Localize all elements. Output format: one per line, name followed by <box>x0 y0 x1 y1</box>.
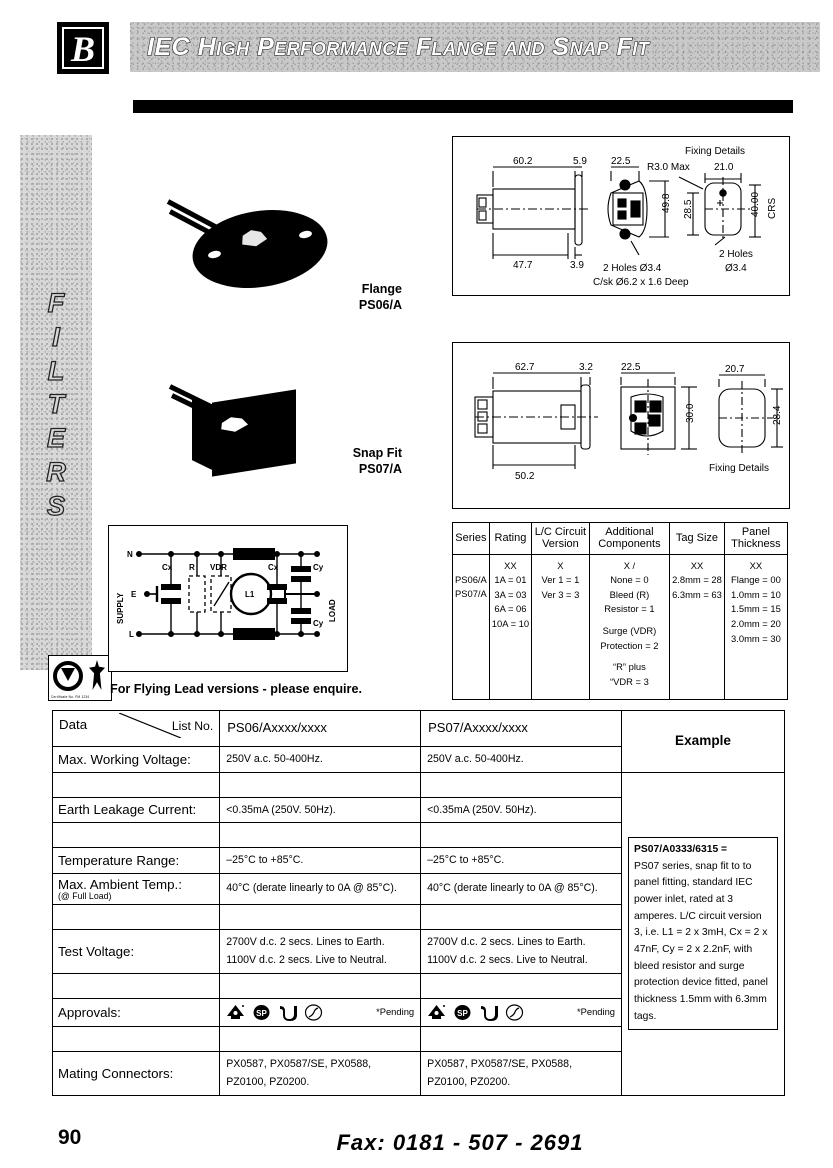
sidebar-letter: T <box>47 389 65 420</box>
product-code-line1: PS06/A <box>358 297 402 312</box>
spec-ps07-working-voltage: 250V a.c. 50-400Hz. <box>421 747 622 773</box>
mating-line1: PX0587, PX0587/SE, PX0588, <box>427 1057 573 1070</box>
svg-text:2 Holes: 2 Holes <box>719 249 753 260</box>
spec-label-test-voltage: Test Voltage: <box>53 929 220 973</box>
pn-code: XX <box>504 559 517 571</box>
svg-text:60.2: 60.2 <box>513 156 533 167</box>
section-logo <box>57 22 109 74</box>
spec-ps07-test-voltage <box>421 929 622 973</box>
test-voltage-line1: 2700V d.c. 2 secs. Lines to Earth. <box>427 935 586 948</box>
pn-value: 1A = 01 <box>494 574 527 586</box>
spec-ps06-earth-leakage: <0.35mA (250V. 50Hz). <box>220 797 421 823</box>
product-code-line2: PS07/A <box>358 461 402 476</box>
spec-ps07-temperature-range: –25°C to +85°C. <box>421 848 622 874</box>
spec-label-earth-leakage: Earth Leakage Current: <box>53 797 220 823</box>
pn-header-lc-circuit: L/C Circuit Version <box>532 523 590 555</box>
spec-label-working-voltage: Max. Working Voltage: <box>53 747 220 773</box>
example-header: Example <box>622 711 785 773</box>
pn-cell-additional-components <box>589 554 669 699</box>
cert-caption: Certificate No. FM 1234 <box>51 695 90 699</box>
spec-ps07-approvals <box>421 998 622 1026</box>
spacer-cell <box>220 772 421 797</box>
spec-ps06-working-voltage: 250V a.c. 50-400Hz. <box>220 747 421 773</box>
svg-text:Fixing Details: Fixing Details <box>685 146 746 157</box>
example-description: PS07 series, snap fit to to panel fitting, standard IEC power inlet, rated at 3 amperes. L/C circuit version 3, i.e. L1 = 2 x 3mH, Cx = 2 x 47nF, Cy = 2 x 2.2nF, with bleed resistor and surge protection device fitted, panel thickness 1.5mm with 6.3mm tags. <box>634 860 768 1022</box>
spec-header-ps07: PS07/Axxxx/xxxx <box>421 711 622 747</box>
csa-mark-icon <box>252 1004 271 1021</box>
spacer-cell <box>421 823 622 848</box>
pending-note: *Pending <box>576 1005 616 1017</box>
pn-value: 6A = 06 <box>494 603 527 615</box>
pn-value: 6.3mm = 63 <box>672 588 722 600</box>
spacer-cell <box>53 1026 220 1051</box>
pn-value: Bleed (R) <box>609 588 650 600</box>
svg-text:SP: SP <box>256 1008 268 1018</box>
pn-cell-lc-circuit <box>532 554 590 699</box>
test-voltage-line2: 1100V d.c. 2 secs. Live to Neutral. <box>226 954 387 967</box>
page-title: IEC High Performance Flange and Snap Fit <box>147 33 650 61</box>
queens-award-icon <box>89 660 105 690</box>
spec-header-corner <box>53 711 220 747</box>
mating-line2: PZ0100, PZ0200. <box>226 1076 310 1089</box>
svg-text:C/sk Ø6.2 x 1.6 Deep: C/sk Ø6.2 x 1.6 Deep <box>593 277 689 288</box>
pn-value: Surge (VDR) <box>602 624 657 636</box>
pn-value: 3A = 03 <box>494 588 527 600</box>
spec-ps06-approvals <box>220 998 421 1026</box>
spacer-cell <box>53 904 220 929</box>
spacer-cell <box>53 823 220 848</box>
spec-ps06-mating-connectors <box>220 1051 421 1095</box>
pn-header-panel-thickness: Panel Thickness <box>724 523 787 555</box>
pn-cell-tag-size <box>670 554 725 699</box>
pn-value: Protection = 2 <box>600 639 659 651</box>
pn-value: Ver 3 = 3 <box>541 588 580 600</box>
svg-text:Cx: Cx <box>162 563 173 572</box>
bsi-triangle-icon <box>61 668 75 681</box>
spec-label-max-ambient <box>53 873 220 904</box>
test-voltage-line1: 2700V d.c. 2 secs. Lines to Earth. <box>226 935 385 948</box>
pn-value: 1.0mm = 10 <box>731 588 781 600</box>
product-name-line2: Snap Fit <box>352 446 402 460</box>
svg-text:3.2: 3.2 <box>579 362 593 373</box>
spacer-cell <box>220 904 421 929</box>
approval-marks-group <box>226 1002 414 1023</box>
spacer-cell <box>421 973 622 998</box>
svg-text:21.0: 21.0 <box>714 162 734 173</box>
sidebar-letter: S <box>46 490 65 521</box>
semko-mark-icon <box>304 1004 323 1021</box>
svg-text:40.00: 40.00 <box>750 191 761 217</box>
svg-text:Ø3.4: Ø3.4 <box>725 263 747 274</box>
svg-text:22.5: 22.5 <box>611 156 631 167</box>
spacer-cell <box>421 904 622 929</box>
mating-line2: PZ0100, PZ0200. <box>427 1076 511 1089</box>
spec-header-row <box>53 711 785 747</box>
svg-text:SUPPLY: SUPPLY <box>116 592 125 624</box>
specifications-table <box>52 710 785 1096</box>
spec-label-temperature-range: Temperature Range: <box>53 848 220 874</box>
product-name-line1: Flange <box>361 282 402 296</box>
spacer-cell <box>220 823 421 848</box>
spec-label-max-ambient-sub: (@ Full Load) <box>58 890 112 901</box>
pn-header-row <box>453 523 788 555</box>
spec-header-data-label: Data <box>59 717 88 732</box>
pn-cell-rating <box>489 554 531 699</box>
svg-text:Cx: Cx <box>268 563 279 572</box>
svg-text:Cy: Cy <box>313 563 324 572</box>
table-spacer-row <box>53 772 785 797</box>
sidebar-letter: I <box>52 321 60 352</box>
product-label-flange <box>280 282 402 313</box>
vde-mark-icon <box>226 1004 245 1021</box>
svg-text:Fixing Details: Fixing Details <box>709 463 770 474</box>
pn-value: 2.0mm = 20 <box>731 617 781 629</box>
sidebar-letter: L <box>47 355 65 386</box>
pn-value: Flange = 00 <box>731 574 781 586</box>
pn-value: 10A = 10 <box>491 617 530 629</box>
pn-header-additional-components: Additional Components <box>589 523 669 555</box>
pn-cell-series <box>453 554 490 699</box>
section-logo-letter: B <box>62 27 104 69</box>
ul-mark-icon <box>479 1004 498 1021</box>
spacer-cell <box>53 772 220 797</box>
svg-text:E: E <box>131 590 137 599</box>
spec-ps07-mating-connectors <box>421 1051 622 1095</box>
example-box <box>628 837 778 1030</box>
filter-circuit-schematic <box>108 525 348 672</box>
svg-text:28.4: 28.4 <box>772 405 783 425</box>
svg-text:N: N <box>127 550 133 559</box>
spacer-cell <box>421 1026 622 1051</box>
certification-logo <box>48 655 112 701</box>
spacer-cell <box>220 1026 421 1051</box>
spacer-cell <box>53 973 220 998</box>
sidebar-section-label <box>20 290 92 520</box>
spec-ps07-max-ambient: 40°C (derate linearly to 0A @ 85°C). <box>421 873 622 904</box>
spec-ps06-test-voltage <box>220 929 421 973</box>
pn-code: XX <box>690 559 704 571</box>
svg-text:L: L <box>129 630 134 639</box>
spacer-cell <box>220 973 421 998</box>
svg-text:62.7: 62.7 <box>515 362 535 373</box>
svg-text:SP: SP <box>457 1008 468 1018</box>
flying-lead-note: For Flying Lead versions - please enquire. <box>110 682 362 696</box>
page-number: 90 <box>58 1126 82 1149</box>
pn-value: None = 0 <box>610 574 649 586</box>
sidebar-letter: E <box>46 423 65 454</box>
pn-header-rating: Rating <box>489 523 531 555</box>
svg-text:30.0: 30.0 <box>685 403 696 423</box>
pn-value: “R” plus <box>613 661 646 673</box>
spec-ps06-max-ambient: 40°C (derate linearly to 0A @ 85°C). <box>220 873 421 904</box>
svg-text:R3.0 Max: R3.0 Max <box>647 162 690 173</box>
example-content-cell <box>622 772 785 1095</box>
semko-mark-icon <box>505 1004 524 1021</box>
part-number-coding-table <box>452 522 788 700</box>
product-label-snapfit <box>280 446 402 477</box>
svg-text:49.8: 49.8 <box>661 193 672 213</box>
svg-text:5.9: 5.9 <box>573 156 587 167</box>
spec-header-listno-label: List No. <box>171 719 214 733</box>
svg-text:22.5: 22.5 <box>621 362 641 373</box>
example-part-number: PS07/A0333/6315 = <box>634 843 728 855</box>
spec-ps06-temperature-range: –25°C to +85°C. <box>220 848 421 874</box>
svg-text:28.5: 28.5 <box>683 199 694 219</box>
ul-mark-icon <box>278 1004 297 1021</box>
spacer-cell <box>421 772 622 797</box>
pn-value: PS06/A <box>455 573 487 585</box>
svg-text:20.7: 20.7 <box>725 364 745 375</box>
pn-code: X <box>557 559 564 571</box>
svg-text:2 Holes Ø3.4: 2 Holes Ø3.4 <box>603 263 662 274</box>
pn-value: 1.5mm = 15 <box>731 603 781 615</box>
dimension-drawing-snapfit <box>452 342 790 509</box>
svg-text:R: R <box>189 563 195 572</box>
svg-text:LOAD: LOAD <box>328 599 337 622</box>
svg-text:CRS: CRS <box>767 197 778 219</box>
sidebar-letter: R <box>46 457 66 488</box>
spec-label-approvals: Approvals: <box>53 998 220 1026</box>
fax-number: Fax: 0181 - 507 - 2691 <box>336 1130 584 1155</box>
spec-header-ps06: PS06/Axxxx/xxxx <box>220 711 421 747</box>
pn-code: XX <box>749 559 763 571</box>
svg-text:Cy: Cy <box>313 619 324 628</box>
spec-ps07-earth-leakage: <0.35mA (250V. 50Hz). <box>421 797 622 823</box>
pn-value: Resistor = 1 <box>604 603 655 615</box>
svg-text:VDR: VDR <box>210 563 227 572</box>
svg-text:L1: L1 <box>245 590 255 599</box>
pn-code: X / <box>623 559 636 571</box>
pn-value: PS07/A <box>455 588 487 600</box>
pn-value: “VDR = 3 <box>610 675 649 687</box>
mating-line1: PX0587, PX0587/SE, PX0588, <box>226 1057 372 1070</box>
sidebar-letter: F <box>47 288 65 318</box>
spec-label-max-ambient-main: Max. Ambient Temp.: <box>58 876 182 892</box>
pn-header-series: Series <box>453 523 490 555</box>
csa-mark-icon <box>453 1004 472 1021</box>
svg-text:50.2: 50.2 <box>515 471 535 482</box>
test-voltage-line2: 1100V d.c. 2 secs. Live to Neutral. <box>427 954 588 967</box>
pn-cell-panel-thickness <box>724 554 787 699</box>
vde-mark-icon <box>427 1004 446 1021</box>
svg-text:3.9: 3.9 <box>570 260 584 271</box>
dimension-drawing-flange <box>452 136 790 296</box>
approval-marks-group <box>427 1002 615 1023</box>
pending-note: *Pending <box>376 1005 415 1017</box>
pn-body-row <box>453 554 788 699</box>
product-photo-flange <box>168 195 328 290</box>
header-divider-bar <box>133 100 793 113</box>
pn-value: Ver 1 = 1 <box>541 574 580 586</box>
pn-value: 2.8mm = 28 <box>672 574 722 586</box>
svg-text:47.7: 47.7 <box>513 260 533 271</box>
pn-header-tag-size: Tag Size <box>670 523 725 555</box>
pn-value: 3.0mm = 30 <box>731 632 781 644</box>
spec-label-mating-connectors: Mating Connectors: <box>53 1051 220 1095</box>
